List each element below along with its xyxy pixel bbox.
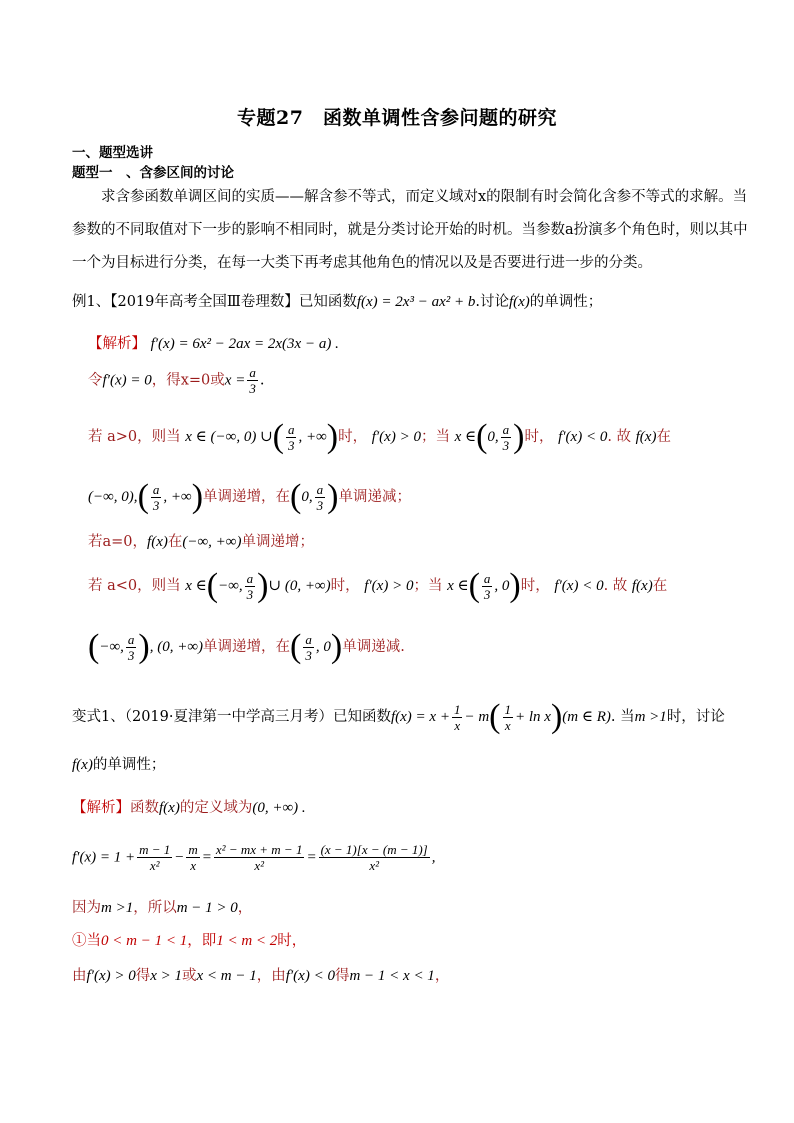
frac-num: m − 1: [139, 842, 171, 857]
frac-den: x²: [149, 858, 160, 873]
fraction: [319, 842, 430, 873]
fx: f(x): [635, 429, 657, 445]
fraction-a-over-3: [151, 482, 162, 513]
text: ①当: [72, 933, 101, 949]
fx: f(x): [72, 757, 93, 773]
condition: m >1: [101, 900, 134, 916]
text-get: ，得: [151, 372, 181, 389]
frac-den: 3: [249, 381, 256, 396]
case-a-negative-line-2: (−∞, $\frac{a}{3}$ ), (0, +∞)单调递增，在( $\frac{a}{3}$ , 0)单调递减.: [88, 628, 405, 665]
text: ，则当: [137, 578, 181, 594]
inequality: m − 1 < x < 1: [349, 968, 435, 984]
fraction-a-over-3: [126, 632, 137, 663]
text: 在: [652, 578, 668, 594]
condition: 1 < m < 2: [216, 933, 278, 949]
fraction: [137, 842, 172, 873]
fx: f(x): [159, 800, 180, 816]
x-in: x ∈: [447, 578, 469, 594]
frac-num: a: [287, 421, 295, 437]
interval-head: −∞,: [99, 639, 124, 655]
text: 在: [167, 534, 183, 550]
frac-num: a: [249, 365, 256, 380]
text: 的单调性；: [92, 757, 166, 773]
domain: (0, +∞) .: [252, 800, 306, 816]
frac-den: x: [504, 717, 511, 733]
condition: a=0: [102, 534, 133, 550]
frac-den: 3: [152, 497, 160, 513]
fx: f(x): [147, 534, 168, 550]
section-heading: 一、题型选讲: [72, 145, 153, 161]
text: ，则当: [137, 429, 181, 445]
frac-num: a: [127, 631, 135, 647]
intro-line-1: 求含参函数单调区间的实质——解含参不等式，而定义域对x的限制有时会简化含参不等式的求解。当: [101, 189, 748, 205]
variant-1-prefix: 变式1、（2019·夏津第一中学高三月考）已知函数: [72, 709, 391, 725]
text: 因为: [72, 900, 101, 916]
interval-head: 0,: [487, 429, 499, 445]
frac-den: x²: [369, 858, 379, 873]
frac-den: 3: [246, 586, 254, 602]
fraction-1-over-x: [452, 702, 463, 733]
condition: a<0: [107, 578, 138, 594]
example-1-function: f(x) = 2x³ − ax² + b: [356, 294, 476, 310]
text: 时，: [330, 578, 360, 594]
solution-label: 【解析】: [88, 336, 146, 352]
text: 时，: [520, 578, 550, 594]
text: 在: [656, 429, 671, 445]
frac-num: 1: [453, 701, 461, 717]
frac-den: 3: [127, 647, 135, 663]
text: 若: [88, 578, 103, 594]
condition: a>0: [107, 429, 138, 445]
text-increasing: 单调递增，在: [203, 639, 291, 655]
x-in: x ∈: [185, 578, 207, 594]
text: 的定义域为: [179, 800, 253, 816]
root-a-third-lhs: x =: [224, 372, 246, 389]
case-a-zero: [88, 530, 314, 551]
example-1-prefix: 例1、【2019年高考全国Ⅲ卷理数】已知函数: [72, 294, 357, 310]
interval: , (0, +∞): [149, 639, 204, 655]
derivative-negative: f′(x) < 0: [558, 429, 608, 445]
text: ；当: [420, 429, 450, 445]
interval-tail: , +∞: [163, 489, 192, 505]
page-title: 专题27 函数单调性含参问题的研究: [237, 107, 557, 129]
deriv-lhs: f′(x) = 1 +: [72, 849, 136, 866]
derivative-negative: f′(x) < 0: [554, 578, 604, 594]
text: ，: [132, 534, 148, 550]
fraction-a-over-3: [501, 422, 512, 453]
variant-1-last-line: [72, 964, 449, 985]
derivative-negative: f′(x) < 0: [285, 968, 335, 984]
variant-1-question: 变式1、（2019·夏津第一中学高三月考）已知函数f(x) = x + $\frac{1}{x}$ − m( $\frac{1}{x}$ + ln x)(m ∈ R). 当m >1时，讨论: [72, 698, 725, 735]
example-1-solution-line-2: 令f′(x) = 0，得x=0或x = $\frac{a}{3}$ .: [88, 365, 265, 396]
interval-tail: , +∞: [298, 429, 327, 445]
frac-num: a: [152, 481, 160, 497]
frac-den: x²: [254, 858, 264, 873]
frac-den: 3: [483, 586, 491, 602]
text: ，: [237, 900, 253, 916]
inequality: x < m − 1: [196, 968, 257, 984]
interval-tail: , 0: [494, 578, 510, 594]
variant-1-derivative: f′(x) = 1 + $\frac{m - 1}{\text{x²}}$ − $\frac{m}{x}$ = $\frac{\text{x² − mx + m − 1}}{\text{x²}}$ = $\frac{(x - 1)[x - (m - 1)]}{\text{x²}}$ ,: [72, 842, 436, 873]
frac-num: a: [316, 481, 324, 497]
text: . 当: [610, 709, 635, 725]
text: 若: [88, 534, 103, 550]
fraction-1-over-x: [503, 702, 514, 733]
derivative-positive: f′(x) > 0: [86, 968, 136, 984]
fraction-a-over-3: [315, 482, 326, 513]
intro-line-2: 参数的不同取值对下一步的影响不相同时，就是分类讨论开始的时机。当参数a扮演多个角色时，则以其中: [72, 222, 748, 238]
text: 时，: [277, 933, 307, 949]
text-increasing: 单调递增，在: [203, 489, 291, 505]
frac-den: 3: [502, 437, 510, 453]
text: 得: [334, 968, 350, 984]
example-1-fx: f(x): [508, 294, 530, 310]
variant-1-question-line-2: [72, 753, 165, 774]
frac-den: x: [454, 717, 461, 733]
frac-den: 3: [305, 647, 312, 663]
text-decreasing: 单调递减；: [338, 489, 411, 505]
text: 时，: [524, 429, 554, 445]
fraction: [186, 842, 199, 873]
frac-num: 1: [504, 701, 511, 717]
frac-num: m: [188, 842, 198, 857]
solution-label: 【解析】: [72, 800, 130, 816]
frac-num: x² − mx + m − 1: [215, 842, 303, 857]
variant-1-solution-line-1: [72, 796, 306, 817]
text: . 故: [603, 578, 628, 594]
fraction-a-over-3: [482, 571, 493, 602]
derivative-zero-eq: f′(x) = 0: [102, 372, 152, 389]
frac-num: (x − 1)[x − (m − 1)]: [320, 842, 428, 857]
variant-1-case-1: [72, 929, 306, 950]
text: 时，: [338, 429, 368, 445]
text: ；当: [413, 578, 443, 594]
x-in: x ∈: [454, 429, 477, 445]
frac-den: x: [190, 858, 196, 873]
frac-den: 3: [287, 437, 295, 453]
union: ∪ (0, +∞): [268, 578, 331, 594]
text: 或: [182, 968, 197, 984]
interval-set: x ∈ (−∞, 0) ∪: [185, 429, 273, 445]
text: 单调递增；: [241, 534, 314, 550]
text: . 故: [607, 429, 632, 445]
derivative-positive: f′(x) > 0: [371, 429, 421, 445]
func-part: − m: [464, 709, 490, 725]
fraction-a-over-3: [286, 422, 297, 453]
text: 由: [72, 968, 87, 984]
interval-head: 0,: [301, 489, 313, 505]
interval-tail: , 0: [315, 639, 331, 655]
condition: m >1: [634, 709, 667, 725]
frac-den: 3: [316, 497, 324, 513]
text: 若: [88, 429, 103, 445]
root-zero: x=0: [180, 372, 211, 389]
interval: (−∞, 0),: [88, 489, 138, 505]
fraction-a-over-3: [245, 571, 256, 602]
fx: f(x): [631, 578, 653, 594]
inequality: x > 1: [150, 968, 182, 984]
type-heading: 题型一 、含参区间的讨论: [72, 165, 234, 181]
frac-num: a: [483, 570, 491, 586]
text: 时，讨论: [666, 709, 725, 725]
example-1-solution-line-1: [88, 332, 339, 353]
derivative-expression: f′(x) = 6x² − 2ax = 2x(3x − a) .: [150, 336, 339, 352]
interval: (−∞, +∞): [182, 534, 242, 550]
variant-1-because: [72, 896, 252, 917]
example-1-suffix: 的单调性；: [529, 294, 603, 310]
interval-head: −∞,: [218, 578, 243, 594]
text-decreasing: 单调递减.: [342, 639, 405, 655]
intro-line-3: 一个为目标进行分类，在每一大类下再考虑其他角色的情况以及是否要进行进一步的分类。: [72, 255, 652, 271]
condition: 0 < m − 1 < 1: [101, 933, 188, 949]
case-a-positive-line-1: 若 a>0，则当 x ∈ (−∞, 0) ∪( $\frac{a}{3}$ , +∞)时， f′(x) > 0；当 x ∈(0, $\frac{a}{3}$ )时， f′(x) < 0. 故 f(x)在: [88, 418, 671, 455]
func-domain: (m ∈ R): [562, 709, 611, 725]
text-let: 令: [88, 372, 103, 389]
text: 函数: [130, 800, 159, 816]
func-part: f(x) = x +: [390, 709, 450, 725]
text: ，即: [187, 933, 217, 949]
condition: m − 1 > 0: [176, 900, 238, 916]
example-1-mid: .讨论: [475, 294, 509, 310]
text: ，: [434, 968, 450, 984]
frac-num: a: [305, 631, 312, 647]
example-1-question: [72, 290, 602, 311]
fraction-a-over-3: [303, 632, 314, 663]
text: 得: [135, 968, 151, 984]
text: ，所以: [133, 900, 177, 916]
derivative-positive: f′(x) > 0: [364, 578, 414, 594]
text: ，由: [256, 968, 286, 984]
fraction-a-over-3: [247, 365, 258, 396]
frac-num: a: [502, 421, 510, 437]
case-a-negative-line-1: 若 a<0，则当 x ∈(−∞, $\frac{a}{3}$ )∪ (0, +∞)时， f′(x) > 0；当 x ∈( $\frac{a}{3}$ , 0)时， f′(x) < 0. 故 f(x)在: [88, 567, 668, 604]
case-a-positive-line-2: (−∞, 0),( $\frac{a}{3}$ , +∞)单调递增，在(0, $\frac{a}{3}$ )单调递减；: [88, 478, 411, 515]
func-part: + ln x: [515, 709, 551, 725]
text-or: 或: [210, 372, 225, 389]
frac-num: a: [246, 570, 254, 586]
fraction: [214, 842, 305, 873]
